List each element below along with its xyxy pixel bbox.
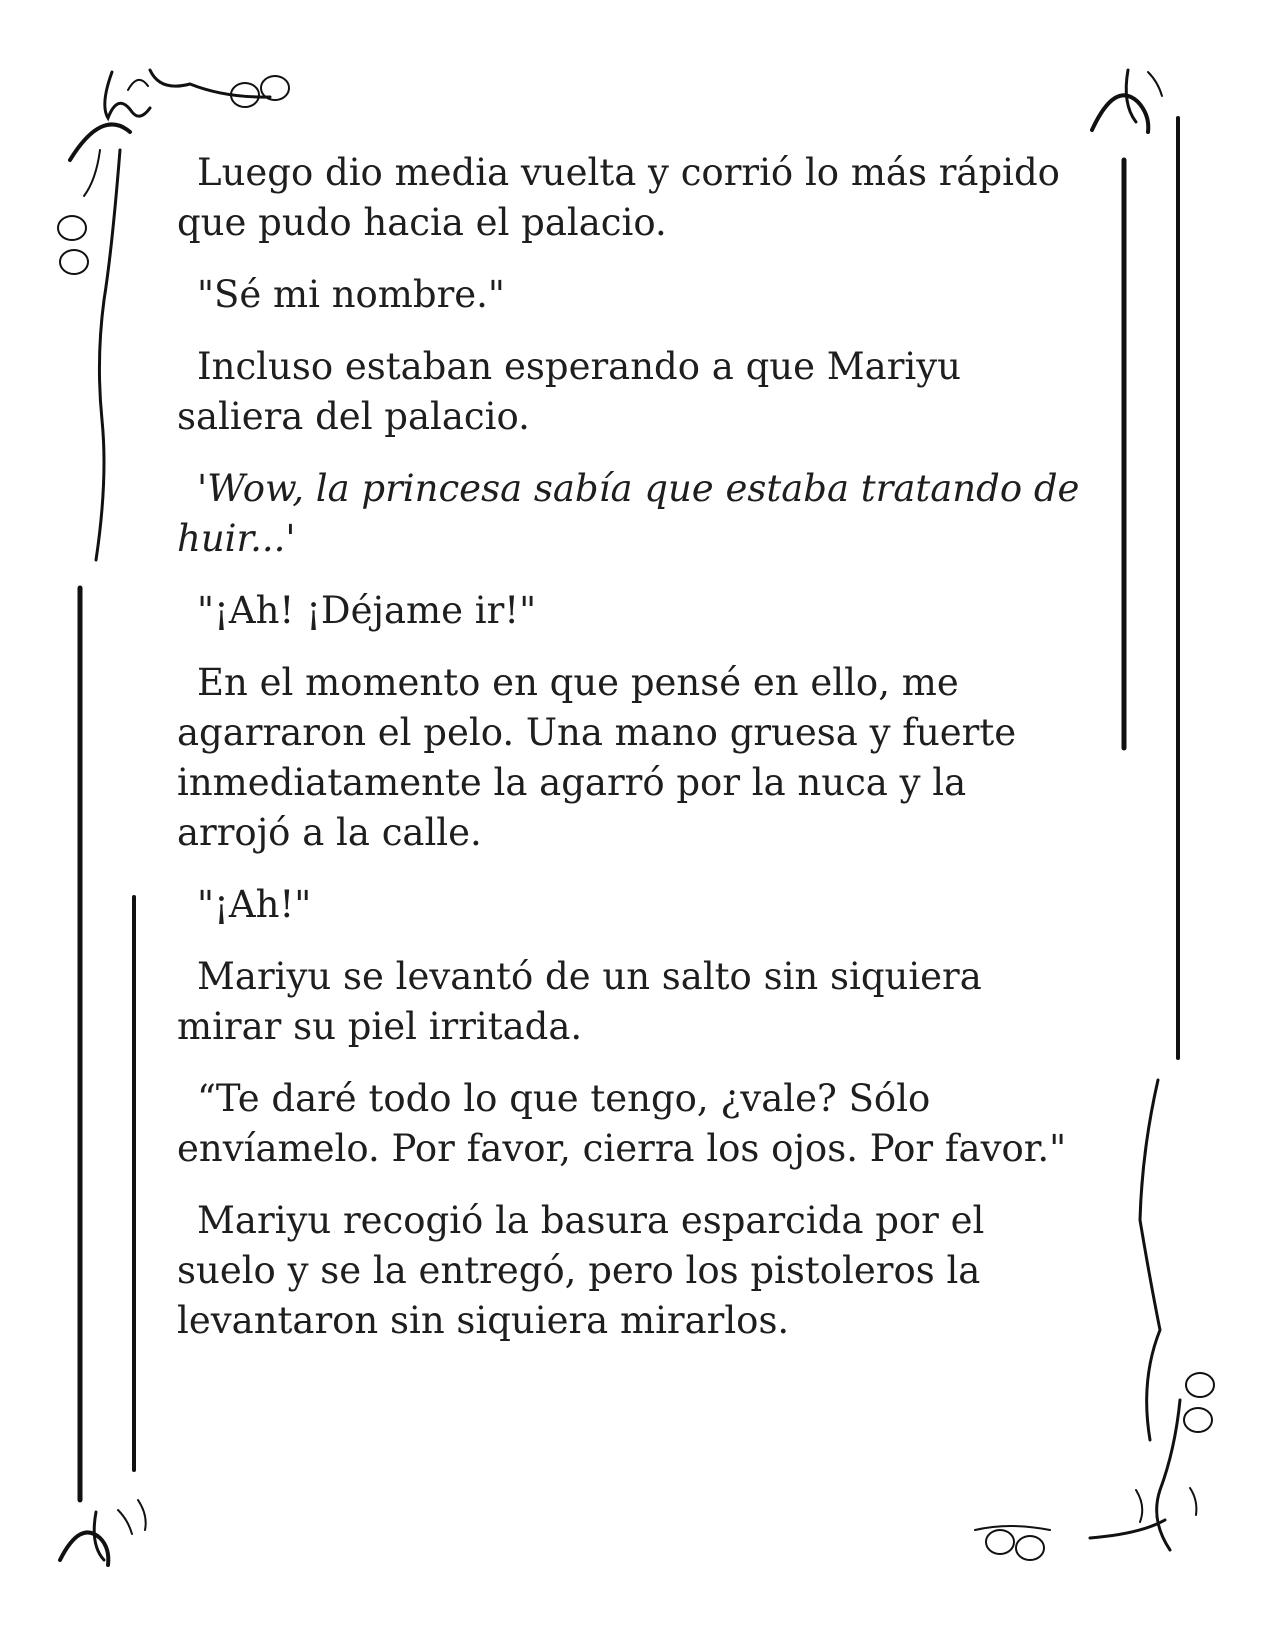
italic-paragraph: 'Wow, la princesa sabía que estaba tratando de huir...' xyxy=(177,467,1080,560)
paragraph: “Te daré todo lo que tengo, ¿vale? Sólo envíamelo. Por favor, cierra los ojos. Por favor." xyxy=(177,1077,1067,1170)
flourish-top-right xyxy=(1092,70,1178,1058)
paragraph: Mariyu recogió la basura esparcida por el suelo y se la entregó, pero los pistoleros la levantaron sin siquiera mirarlos. xyxy=(177,1199,985,1342)
paragraph: "¡Ah! ¡Déjame ir!" xyxy=(197,589,537,632)
flourish-bottom-left xyxy=(60,588,146,1565)
text-body xyxy=(177,148,1087,1368)
paragraph: "¡Ah!" xyxy=(197,883,312,926)
paragraph: Luego dio media vuelta y corrió lo más rápido que pudo hacia el palacio. xyxy=(177,151,1060,244)
paragraph: Mariyu se levantó de un salto sin siquiera mirar su piel irritada. xyxy=(177,955,982,1048)
paragraph: "Sé mi nombre." xyxy=(197,273,505,316)
paragraph: Incluso estaban esperando a que Mariyu saliera del palacio. xyxy=(177,345,961,438)
paragraph: En el momento en que pensé en ello, me agarraron el pelo. Una mano gruesa y fuerte inmediatamente la agarró por la nuca y la arrojó a la calle. xyxy=(177,661,1017,854)
